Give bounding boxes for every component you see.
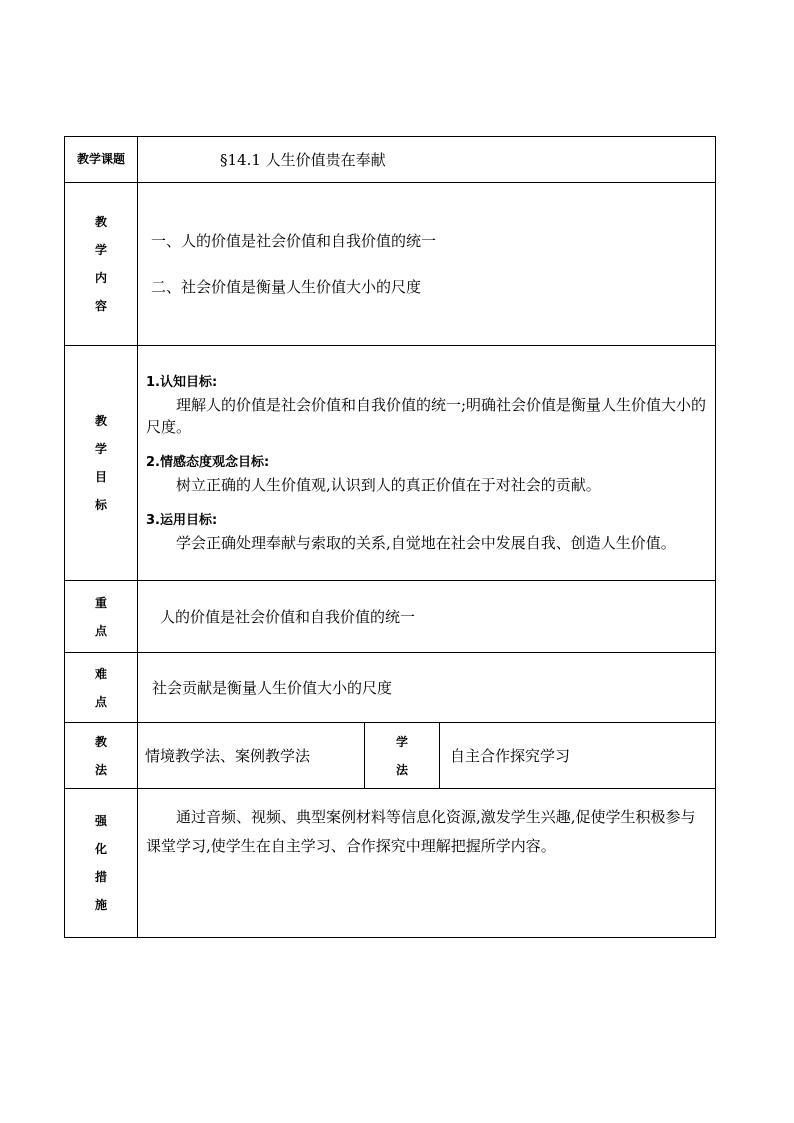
teaching-method-value: 情境教学法、案例教学法 <box>138 723 365 789</box>
strengthen-row <box>65 789 716 938</box>
lesson-plan-table <box>64 136 716 938</box>
goals-label: 教 学 目 标 <box>65 346 138 581</box>
content-items <box>138 183 716 346</box>
topic-value: §14.1 人生价值贵在奉献 <box>138 137 716 183</box>
goals-content <box>138 346 716 581</box>
goal-body: 学会正确处理奉献与索取的关系,自觉地在社会中发展自我、创造人生价值。 <box>176 534 676 552</box>
content-label: 教 学 内 容 <box>65 183 138 346</box>
teaching-method-label: 教 法 <box>65 723 138 789</box>
methods-row <box>65 723 716 789</box>
key-point-row <box>65 581 716 653</box>
goal-heading: 3.运用目标: <box>146 513 218 528</box>
application-goal <box>146 510 709 554</box>
strengthen-label: 强 化 措 施 <box>65 789 138 938</box>
goals-row <box>65 346 716 581</box>
emotional-goal <box>146 452 709 496</box>
content-item: 一、人的价值是社会价值和自我价值的统一 <box>151 232 437 250</box>
content-item: 二、社会价值是衡量人生价值大小的尺度 <box>151 278 422 296</box>
goal-heading: 1.认知目标: <box>146 375 218 390</box>
content-row <box>65 183 716 346</box>
topic-label: 教学课题 <box>65 137 138 183</box>
difficulty-row <box>65 653 716 723</box>
key-point-label: 重 点 <box>65 581 138 653</box>
goal-body: 树立正确的人生价值观,认识到人的真正价值在于对社会的贡献。 <box>176 476 601 494</box>
key-point-value: 人的价值是社会价值和自我价值的统一 <box>138 581 716 653</box>
difficulty-label: 难 点 <box>65 653 138 723</box>
topic-row <box>65 137 716 183</box>
strengthen-value: 通过音频、视频、典型案例材料等信息化资源,激发学生兴趣,促使学生积极参与课堂学习,使学生在自主学习、合作探究中理解把握所学内容。 <box>138 789 716 938</box>
learning-method-value: 自主合作探究学习 <box>440 723 716 789</box>
cognitive-goal <box>146 372 709 438</box>
goal-heading: 2.情感态度观念目标: <box>146 455 270 470</box>
learning-method-label: 学 法 <box>365 723 440 789</box>
goal-body: 理解人的价值是社会价值和自我价值的统一;明确社会价值是衡量人生价值大小的尺度。 <box>146 396 707 436</box>
difficulty-value: 社会贡献是衡量人生价值大小的尺度 <box>138 653 716 723</box>
